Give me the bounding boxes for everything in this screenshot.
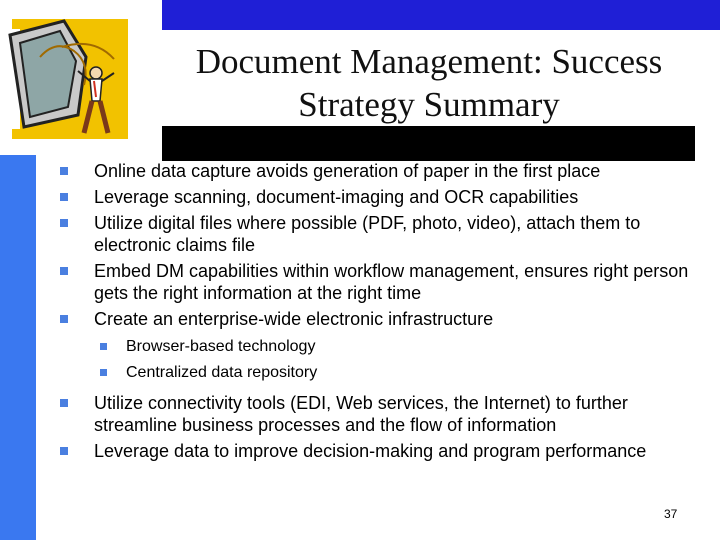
bullet-item <box>60 212 700 256</box>
square-bullet-icon <box>60 193 68 201</box>
square-bullet-icon <box>60 219 68 227</box>
bullet-item <box>60 392 700 436</box>
bullet-item <box>60 260 700 304</box>
page-number: 37 <box>664 507 678 521</box>
sub-bullet-item <box>100 336 700 358</box>
square-bullet-icon <box>60 315 68 323</box>
square-bullet-icon <box>60 167 68 175</box>
bullet-list <box>60 160 700 466</box>
computer-person-clipart-icon <box>4 17 128 141</box>
bullet-text: Create an enterprise-wide electronic infrastructure <box>94 309 494 329</box>
sub-bullet-text: Browser-based technology <box>126 338 316 355</box>
bullet-text: Leverage scanning, document-imaging and OCR capabilities <box>94 187 579 207</box>
bullet-item <box>60 308 700 330</box>
sub-bullet-item <box>100 362 700 384</box>
bullet-item <box>60 160 700 182</box>
sub-bullet-list <box>60 336 700 384</box>
bullet-text: Utilize connectivity tools (EDI, Web services, the Internet) to further streamline business processes and the flow of information <box>94 393 628 435</box>
bullet-text: Embed DM capabilities within workflow management, ensures right person gets the right information at the right time <box>94 261 689 303</box>
bullet-text: Leverage data to improve decision-making and program performance <box>94 441 647 461</box>
square-bullet-icon <box>60 267 68 275</box>
square-bullet-icon <box>60 399 68 407</box>
left-accent-bar <box>0 155 36 540</box>
bullet-item <box>60 186 700 208</box>
bullet-text: Utilize digital files where possible (PDF, photo, video), attach them to electronic claims file <box>94 213 641 255</box>
slide-title <box>170 40 688 126</box>
title-underline-bar <box>162 126 695 161</box>
bullet-item <box>60 440 700 462</box>
slide-title-line-1: Document Management: Success <box>195 42 663 81</box>
square-bullet-icon <box>100 369 107 376</box>
sub-bullet-text: Centralized data repository <box>126 364 318 381</box>
square-bullet-icon <box>100 343 107 350</box>
top-accent-bar <box>162 0 720 30</box>
slide-title-line-2: Strategy Summary <box>298 85 560 124</box>
bullet-text: Online data capture avoids generation of paper in the first place <box>94 161 601 181</box>
square-bullet-icon <box>60 447 68 455</box>
